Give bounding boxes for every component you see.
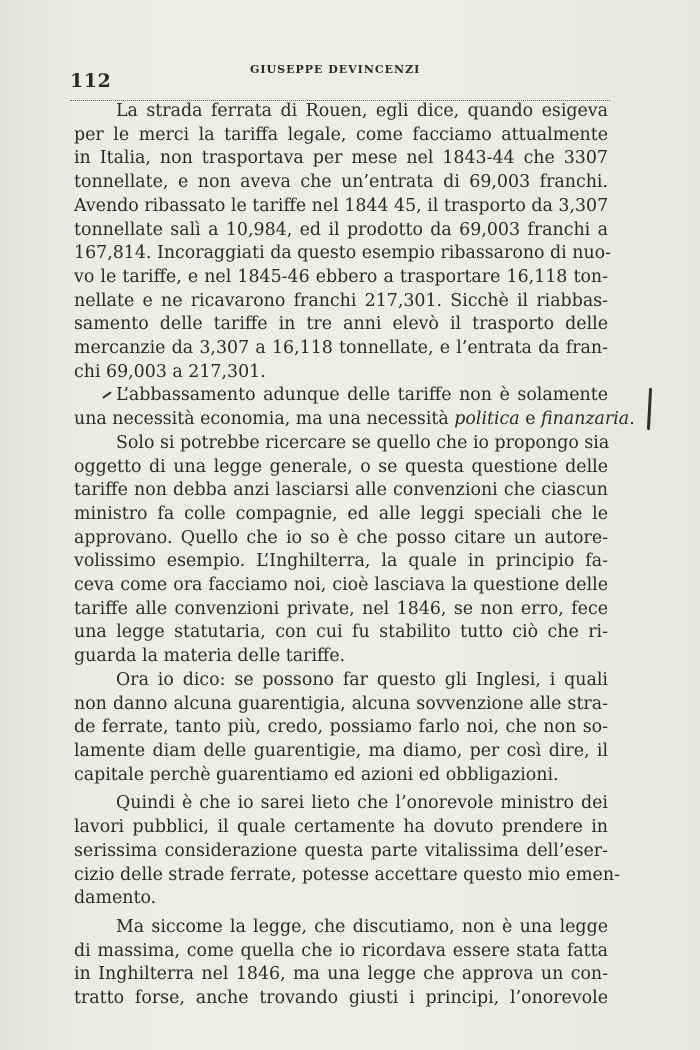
text-line: Avendo ribassato le tariffe nel 1844 45, il trasporto da 3,307 [74, 195, 609, 216]
text-line: damento. [74, 888, 157, 909]
text-line: cizio delle strade ferrate, potesse accettare questo mio emen- [74, 864, 620, 885]
text-line: per le merci la tariffa legale, come facciamo attualmente [74, 124, 608, 145]
emphasis-text: politica [454, 409, 520, 430]
text-line: ceva come ora facciamo noi, cioè lasciava la questione delle [74, 575, 608, 596]
text-line: La strada ferrata di Rouen, egli dice, quando esigeva [116, 101, 608, 121]
margin-pencil-mark [647, 388, 652, 430]
text-line: non danno alcuna guarentigia, alcuna sovvenzione alle stra- [74, 693, 608, 714]
text-line: tariffe non debba anzi lasciarsi alle convenzioni che ciascun [74, 480, 608, 501]
text-line: lavori pubblici, il quale certamente ha dovuto prendere in [74, 817, 608, 838]
text-line: Solo si potrebbe ricercare se quello che io propongo sia [116, 432, 610, 453]
text-line: vo le tariffe, e nel 1845-46 ebbero a trasportare 16,118 ton- [74, 266, 608, 287]
text-line: mercanzie da 3,307 a 16,118 tonnellate, e l’entrata da fran- [74, 338, 608, 359]
text-line: volissimo esempio. L’Inghilterra, la quale in principio fa- [74, 551, 608, 572]
text-line: una necessità economia, ma una necessità politica e finanzaria. [74, 409, 635, 430]
emphasis-text: finanzaria [541, 409, 630, 430]
text-line: Ora io dico: se possono far questo gli Inglesi, i quali [116, 669, 608, 690]
text-line: tonnellate salì a 10,984, ed il prodotto da 69,003 franchi a [74, 219, 608, 240]
text-line: Ma siccome la legge, che discutiamo, non è una legge [116, 916, 608, 937]
text-line: chi 69,003 a 217,301. [74, 361, 266, 382]
text-line: de ferrate, tanto più, credo, possiamo farlo noi, che non so- [74, 717, 608, 738]
text-line: serissima considerazione questa parte vitalissima dell’eser- [74, 840, 608, 861]
running-head: GIUSEPPE DEVINCENZI [250, 63, 421, 76]
text-line: approvano. Quello che io so è che posso citare un autore- [74, 527, 608, 548]
page-number: 112 [70, 70, 112, 92]
page-header [70, 58, 610, 101]
text-line: lamente diam delle guarentigie, ma diamo, per così dire, il [74, 740, 608, 761]
text-line: tonnellate, e non aveva che un’entrata di 69,003 franchi. [74, 172, 608, 193]
body-text [74, 100, 635, 1011]
text-line: di massima, come quella che io ricordava essere stata fatta [74, 940, 608, 961]
text-line: samento delle tariffe in tre anni elevò il trasporto delle [74, 314, 608, 335]
text-line: guarda la materia delle tariffe. [74, 646, 346, 667]
text-line-with-tick [74, 384, 608, 408]
text-line: 167,814. Incoraggiati da questo esempio ribassarono di nuo- [74, 243, 612, 264]
text-line: L’abbassamento adunque delle tariffe non è solamente [116, 385, 608, 406]
text-line: tratto forse, anche trovando giusti i principi, l’onorevole [74, 988, 608, 1009]
text-line: in Inghilterra nel 1846, ma una legge che approva un con- [74, 964, 608, 985]
text-line: capitale perchè guarentiamo ed azioni ed obbligazioni. [74, 764, 559, 785]
text-line: oggetto di una legge generale, o se questa questione delle [74, 456, 608, 477]
text-line: ministro fa colle compagnie, ed alle leggi speciali che le [74, 503, 608, 524]
text-line: tariffe alle convenzioni private, nel 1846, se non erro, fece [74, 598, 608, 619]
text-line: nellate e ne ricavarono franchi 217,301. Sicchè il riabbas- [74, 290, 608, 311]
text-line: Quindi è che io sarei lieto che l’onorevole ministro dei [116, 793, 608, 814]
text-line: una legge statutaria, con cui fu stabilito tutto ciò che ri- [74, 622, 608, 643]
text-line: in Italia, non trasportava per mese nel 1843-44 che 3307 [74, 148, 608, 169]
